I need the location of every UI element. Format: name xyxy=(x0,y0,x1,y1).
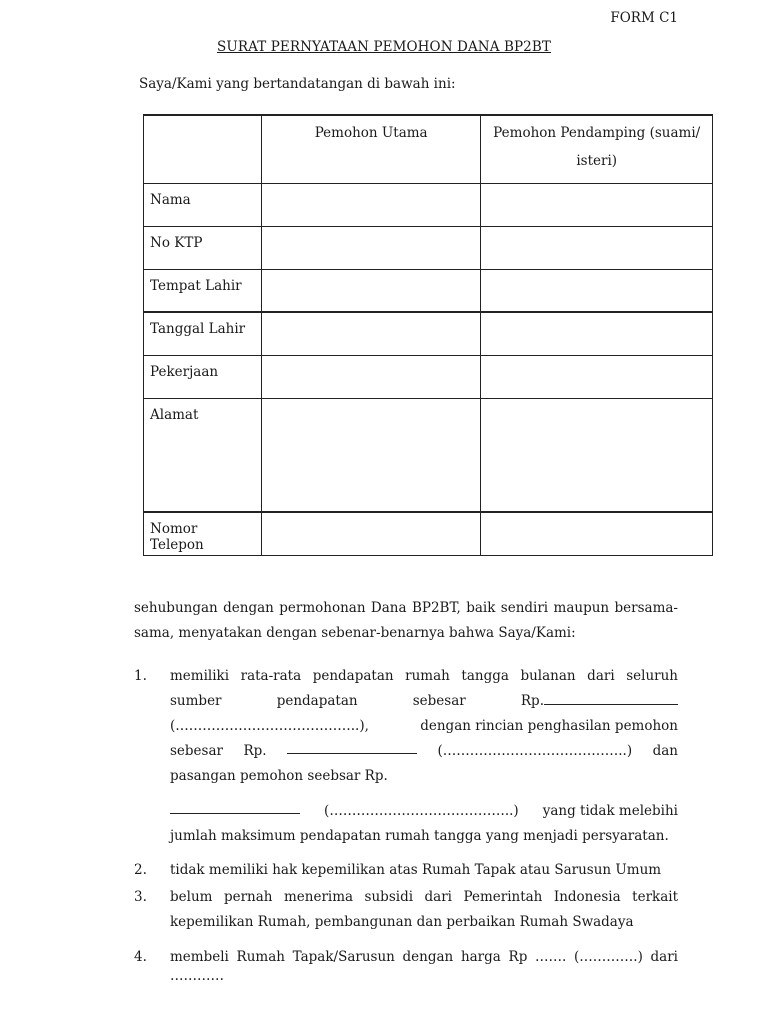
item1-word-sebesar: sebesar xyxy=(412,693,466,709)
table-row-pekerjaan xyxy=(144,355,713,398)
item2-text: tidak memiliki hak kepemilikan atas Rumah Tapak atau Sarusun Umum xyxy=(170,862,662,878)
field-nomor-telepon-pendamping[interactable] xyxy=(481,512,713,555)
item1-dan: dan xyxy=(652,743,678,759)
item4-line1: membeli Rumah Tapak/Sarusun dengan harga Rp ……. (………….) dari xyxy=(170,949,678,965)
row-label-tanggal-lahir: Tanggal Lahir xyxy=(144,312,262,355)
item1-spouse-words[interactable]: (…………………………………..) xyxy=(324,803,519,819)
table-row-alamat xyxy=(144,398,713,512)
item1-sebesar-2: sebesar xyxy=(170,743,223,759)
item1-line3 xyxy=(170,714,678,739)
field-tanggal-lahir-utama[interactable] xyxy=(261,312,481,355)
field-no-ktp-pendamping[interactable] xyxy=(481,226,713,269)
item1-total-words[interactable]: (…………………………………..), xyxy=(170,718,369,734)
item1-line7: jumlah maksimum pendapatan rumah tangga yang menjadi persyaratan. xyxy=(170,828,669,844)
document-title: SURAT PERNYATAAN PEMOHON DANA BP2BT xyxy=(217,39,551,55)
item1-line4 xyxy=(170,739,678,764)
list-number-4: 4. xyxy=(134,949,147,965)
field-tanggal-lahir-pendamping[interactable] xyxy=(481,312,713,355)
item1-tidak-melebihi: yang tidak melebihi xyxy=(542,803,678,819)
item3-line1: belum pernah menerima subsidi dari Pemerintah Indonesia terkait xyxy=(170,889,678,905)
header-blank-cell xyxy=(144,115,262,183)
list-body-4 xyxy=(170,945,678,986)
row-label-nama: Nama xyxy=(144,183,262,226)
list-body-3 xyxy=(170,885,678,935)
list-item-4 xyxy=(134,945,678,997)
list-item-2 xyxy=(134,858,678,883)
table-row-nomor-telepon xyxy=(144,512,713,555)
table-row-tempat-lahir xyxy=(144,269,713,312)
income-applicant-blank[interactable] xyxy=(287,739,417,754)
row-label-pekerjaan: Pekerjaan xyxy=(144,355,262,398)
table-header-row xyxy=(144,115,713,183)
header-pemohon-pendamping xyxy=(481,115,713,183)
item1-line2 xyxy=(170,689,678,714)
item1-word-pendapatan: pendapatan xyxy=(276,693,358,709)
list-body-1 xyxy=(170,664,678,849)
field-tempat-lahir-utama[interactable] xyxy=(261,269,481,312)
header-pendamping-line1: Pemohon Pendamping (suami/ xyxy=(493,125,701,141)
item4-line2[interactable]: ………… xyxy=(170,968,224,984)
income-total-blank[interactable] xyxy=(544,690,678,705)
table-row-nama xyxy=(144,183,713,226)
table-row-tanggal-lahir xyxy=(144,312,713,355)
form-code: FORM C1 xyxy=(610,10,678,26)
list-number-2: 2. xyxy=(134,862,147,878)
item1-rp-total xyxy=(521,689,678,714)
list-body-2 xyxy=(170,858,678,883)
statement-paragraph xyxy=(134,596,678,646)
list-item-3 xyxy=(134,885,678,937)
header-pemohon-utama: Pemohon Utama xyxy=(261,115,481,183)
row-label-nomor-telepon: Nomor Telepon xyxy=(144,512,262,555)
row-label-alamat: Alamat xyxy=(144,398,262,512)
item1-rp-label: Rp. xyxy=(520,693,544,709)
header-pendamping-line2: isteri) xyxy=(576,153,618,169)
field-no-ktp-utama[interactable] xyxy=(261,226,481,269)
income-spouse-blank[interactable] xyxy=(170,799,300,814)
field-nomor-telepon-utama[interactable] xyxy=(261,512,481,555)
item1-word-sumber: sumber xyxy=(170,693,222,709)
item3-line2: kepemilikan Rumah, pembangunan dan perbaikan Rumah Swadaya xyxy=(170,914,634,930)
item1-rp-label-2: Rp. xyxy=(243,743,267,759)
applicant-table xyxy=(143,114,713,556)
field-nama-utama[interactable] xyxy=(261,183,481,226)
field-tempat-lahir-pendamping[interactable] xyxy=(481,269,713,312)
field-alamat-pendamping[interactable] xyxy=(481,398,713,512)
list-number-3: 3. xyxy=(134,889,147,905)
item1-rincian-text: dengan rincian penghasilan pemohon xyxy=(420,718,678,734)
field-pekerjaan-utama[interactable] xyxy=(261,355,481,398)
item1-applicant-words[interactable]: (…………………………………..) xyxy=(437,743,633,759)
statement-line-1: sehubungan dengan permohonan Dana BP2BT, baik sendiri maupun bersama- xyxy=(134,600,678,616)
field-nama-pendamping[interactable] xyxy=(481,183,713,226)
item1-line5: pasangan pemohon seebsar Rp. xyxy=(170,768,388,784)
field-pekerjaan-pendamping[interactable] xyxy=(481,355,713,398)
list-item-1 xyxy=(134,664,678,854)
row-label-tempat-lahir: Tempat Lahir xyxy=(144,269,262,312)
item1-line6 xyxy=(170,799,678,824)
statement-line-2: sama, menyatakan dengan sebenar-benarnya bahwa Saya/Kami: xyxy=(134,625,576,641)
intro-text: Saya/Kami yang bertandatangan di bawah ini: xyxy=(139,76,456,92)
item1-line1: memiliki rata-rata pendapatan rumah tangga bulanan dari seluruh xyxy=(170,668,678,684)
list-number-1: 1. xyxy=(134,668,147,684)
table-row-no-ktp xyxy=(144,226,713,269)
field-alamat-utama[interactable] xyxy=(261,398,481,512)
row-label-no-ktp: No KTP xyxy=(144,226,262,269)
